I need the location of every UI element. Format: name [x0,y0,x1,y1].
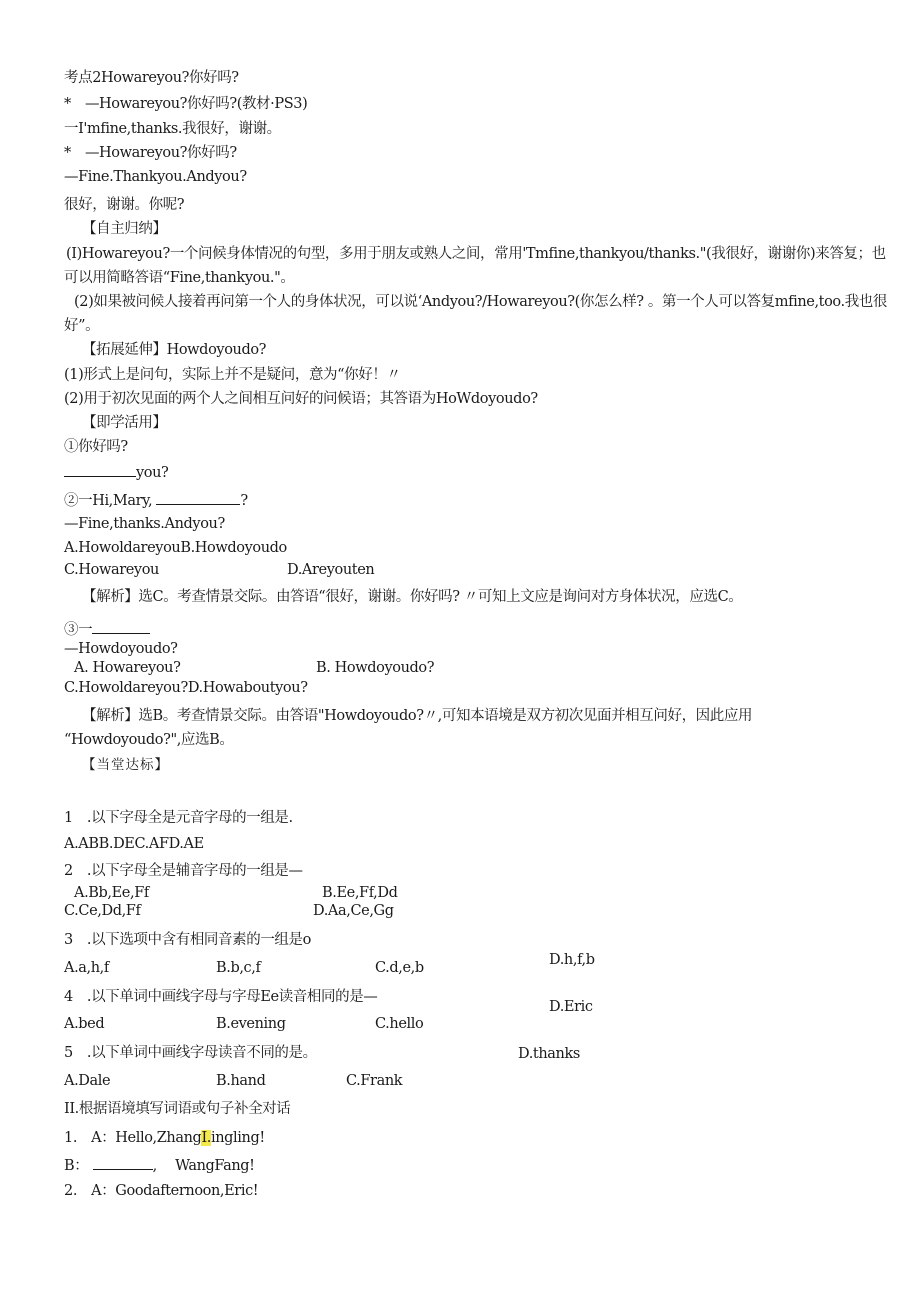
option: D.Aa,Ce,Gg [313,903,394,919]
example-question: * —Howareyou?你好吗? [64,145,237,161]
note-text: (1)形式上是问句，实际上并不是疑问，意为“你好！〃 [64,367,401,383]
exercise-item: ①你好吗? [64,439,128,455]
option: B.b,c,f [216,960,261,976]
option: C.Ce,Dd,Ff [64,903,141,919]
option: C.Howareyou [64,562,159,578]
option: B. Howdoyoudo? [316,660,435,676]
question: 3 .以下选项中含有相同音素的一组是o [64,932,311,948]
note-text: (I)Howareyou?一个问候身体情况的句型，多用于朋友或熟人之间，常用'Tmfine,thankyou/thanks."(我很好，谢谢你)来答复；也 [66,246,886,262]
subheading: 【拓展延伸】Howdoyoudo? [82,342,267,358]
option: B.Ee,Ff,Dd [322,885,398,901]
analysis: “Howdoyoudo?",应选B。 [64,732,234,748]
question: 1 .以下字母全是元音字母的一组是. [64,810,293,826]
example-question: * —Howareyou?你好吗?(教材·PS3) [64,96,308,112]
option: D.h,f,b [549,952,595,968]
option: A. Howareyou? [74,660,181,676]
section-heading: 考点2Howareyou?你好吗? [64,70,239,86]
answer-blank[interactable] [93,1157,153,1170]
answer-blank[interactable] [92,621,150,634]
option-line: C.Howoldareyou?D.Howaboutyou? [64,680,308,696]
option: C.Frank [346,1073,403,1089]
option: B.hand [216,1073,266,1089]
option: D.Eric [549,999,593,1015]
highlighted-text: I. [201,1130,211,1146]
subheading: 【自主归纳】 [82,221,167,237]
example-answer: —Fine.Thankyou.Andyou? [64,169,247,185]
option: B.evening [216,1016,286,1032]
exercise-item: you? [64,464,168,482]
note-text: (2)如果被问候人接着再问第一个人的身体状况，可以说‘Andyou?/Howareyou?(你怎么样? 。第一个人可以答复mfine,too.我也很 [74,294,887,310]
analysis: 【解析】选B。考查情景交际。由答语"Howdoyoudo?〃,可知本语境是双方初次见面并相互问好，因此应用 [82,708,753,724]
question: 4 .以下单词中画线字母与字母Ee读音相同的是— [64,989,378,1005]
option-line: A.ABB.DEC.AFD.AE [64,836,204,852]
option: A.Dale [64,1073,111,1089]
option: A.a,h,f [64,960,109,976]
question: 5 .以下单词中画线字母读音不同的是。 [64,1045,317,1061]
option: D.Areyouten [287,562,375,578]
option: C.d,e,b [375,960,424,976]
answer-blank[interactable] [64,464,136,477]
dialogue-line: 1. A：Hello,ZhangI.ingling! [64,1130,265,1146]
exercise-item: —Fine,thanks.Andyou? [64,516,225,532]
question: 2 .以下字母全是辅音字母的一组是— [64,863,303,879]
exercise-item: —Howdoyoudo? [64,641,178,657]
option: A.bed [64,1016,105,1032]
example-answer: 一I'mfine,thanks.我很好，谢谢。 [64,121,281,137]
note-text: (2)用于初次见面的两个人之间相互问好的问候语；其答语为HoWdoyoudo? [64,391,538,407]
subheading: 【当堂达标】 [82,757,169,773]
answer-blank[interactable] [156,492,240,505]
exercise-item: ③一 [64,621,150,639]
option: C.hello [375,1016,424,1032]
note-text: 好”。 [64,318,100,334]
option: D.thanks [518,1046,580,1062]
option: A.Bb,Ee,Ff [74,885,149,901]
subheading: 【即学活用】 [82,415,167,431]
section-heading: II.根据语境填写词语或句子补全对话 [64,1101,291,1117]
option-line: A.HowoldareyouB.Howdoyoudo [64,540,287,556]
exercise-item: ②一Hi,Mary, ? [64,493,248,509]
dialogue-line: 2. A：Goodafternoon,Eric! [64,1183,259,1199]
note-text: 可以用简略答语“Fine,thankyou."。 [64,270,295,286]
analysis: 【解析】选C。考查情景交际。由答语“很好，谢谢。你好吗? 〃可知上文应是询问对方身体状况，应选C。 [82,589,743,605]
translation: 很好，谢谢。你呢? [64,197,185,213]
dialogue-line: B： , WangFang! [64,1158,255,1174]
